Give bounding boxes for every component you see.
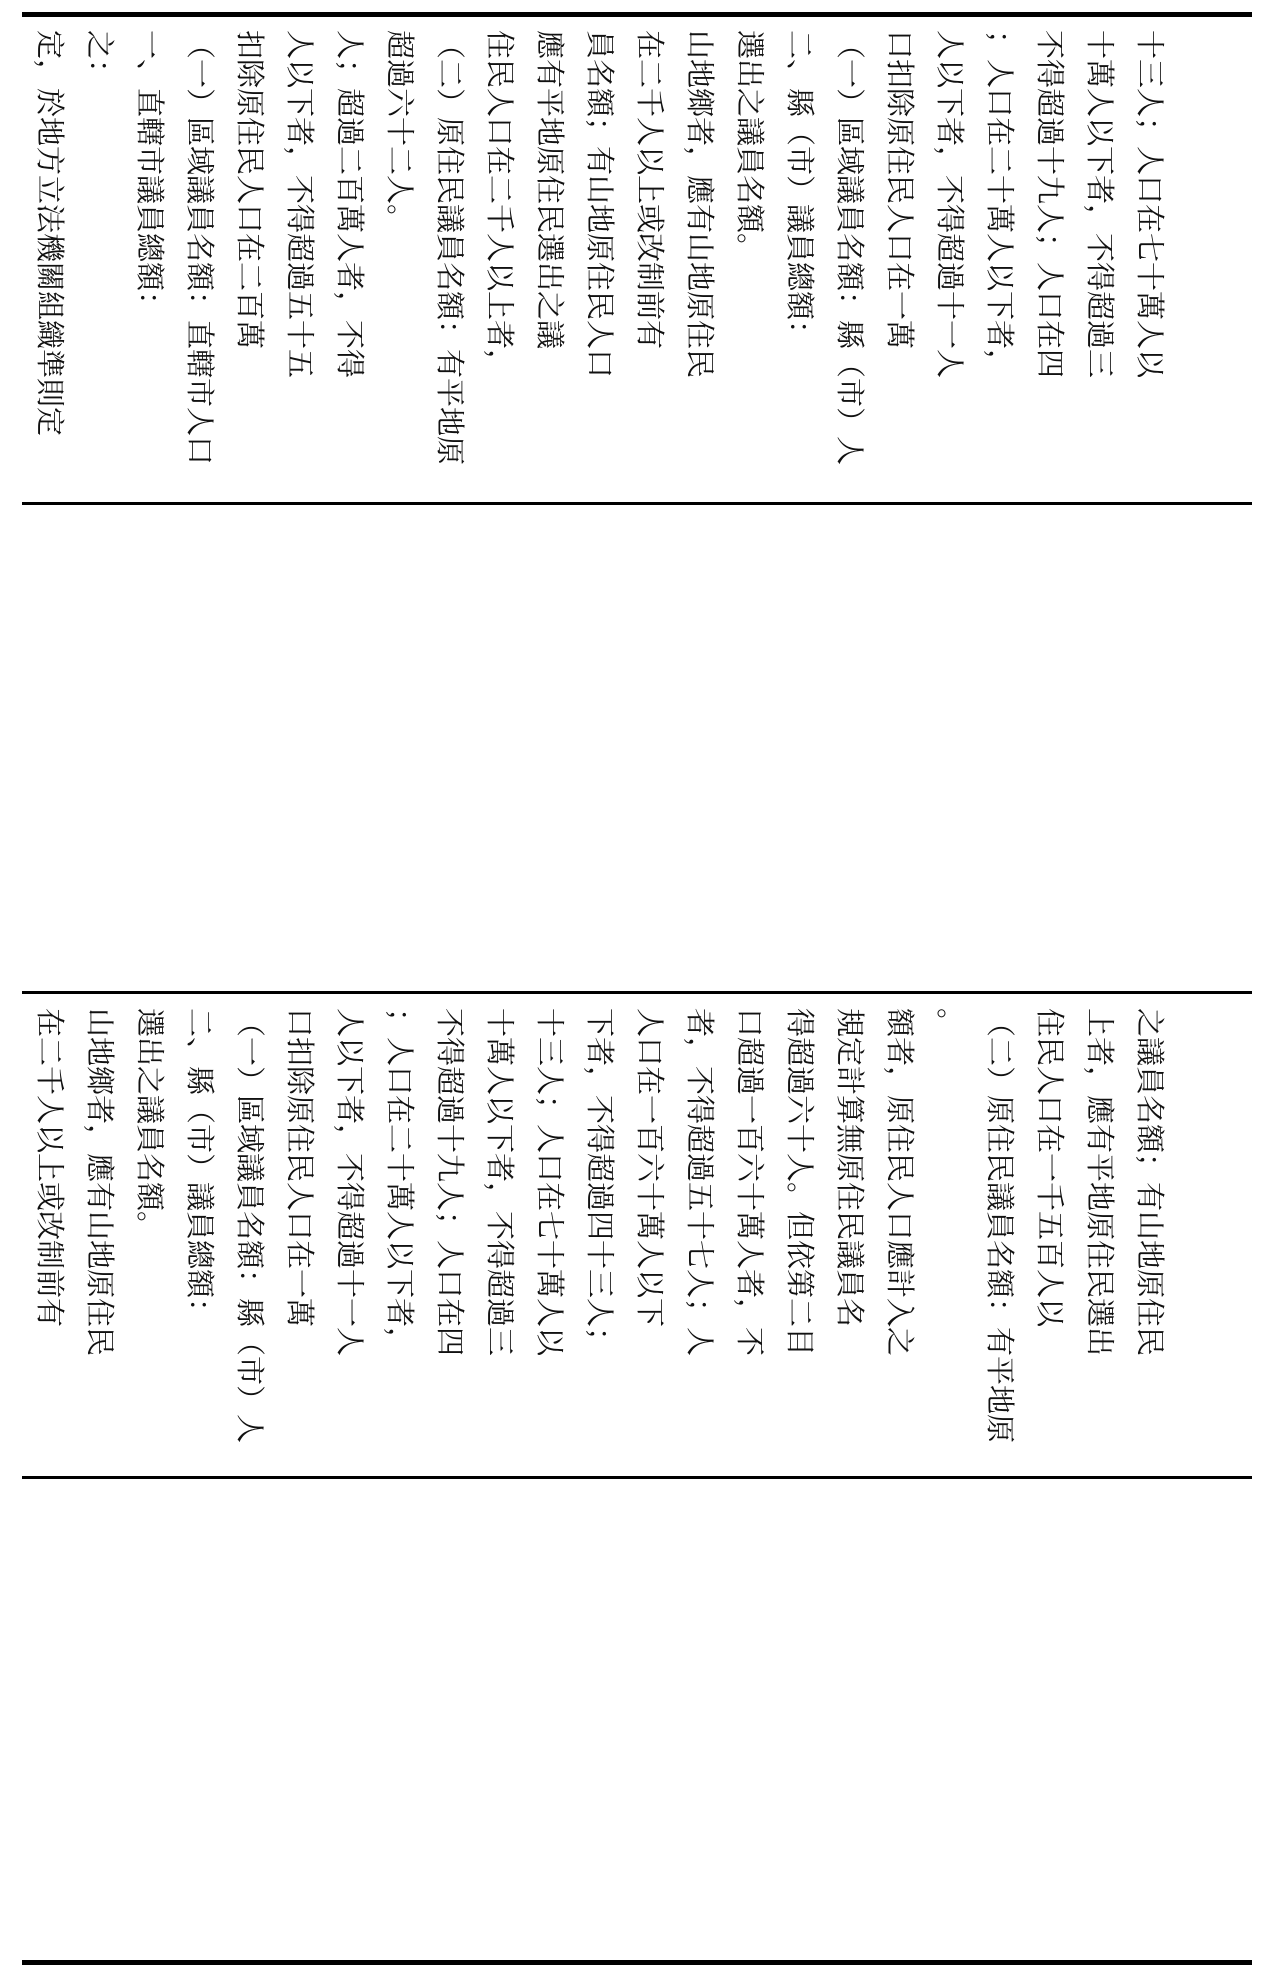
text-column: 選出之議員名額。: [133, 1008, 167, 1241]
text-column: 得超過六十人。但依第二目: [783, 1008, 817, 1357]
text-column: （一）區域議員名額：縣（市）人: [833, 30, 867, 466]
text-column: 人以下者，不得超過十一人: [333, 1008, 367, 1357]
text-column: 住民人口在一千五百人以: [1033, 1008, 1067, 1328]
text-column: 十三人；人口在七十萬人以: [533, 1008, 567, 1357]
text-column: 口超過一百六十萬人者，不: [733, 1008, 767, 1357]
text-column: 口扣除原住民人口在一萬: [283, 1008, 317, 1328]
text-column: 一、直轄市議員總額：: [133, 30, 167, 321]
text-column: 規定計算無原住民議員名: [833, 1008, 867, 1328]
text-column: 在二千人以上或改制前有: [33, 1008, 67, 1328]
text-column: 人以下者，不得超過五十五: [283, 30, 317, 379]
text-column: 不得超過十九人；人口在四: [433, 1008, 467, 1357]
text-column: （一）區域議員名額：直轄市人口: [183, 30, 217, 466]
text-column: 下者，不得超過四十三人；: [583, 1008, 617, 1357]
text-column: 十三人；人口在七十萬人以: [1133, 30, 1167, 379]
text-column: 扣除原住民人口在二百萬: [233, 30, 267, 350]
divider-rule: [22, 991, 1252, 994]
text-column: 住民人口在二千人以上者，: [483, 30, 517, 379]
text-column: 口扣除原住民人口在一萬: [883, 30, 917, 350]
text-column: 之：: [83, 30, 117, 89]
vertical-text-columns: [25, 30, 1250, 492]
text-column: 在二千人以上或改制前有: [633, 30, 667, 350]
text-panel-top: [25, 22, 1250, 500]
text-column: 定，於地方立法機關組織準則定: [33, 30, 67, 437]
text-column: 山地鄉者，應有山地原住民: [83, 1008, 117, 1357]
text-column: 選出之議員名額。: [733, 30, 767, 263]
text-column: 者，不得超過五十七人；人: [683, 1008, 717, 1357]
text-column: 人以下者，不得超過十一人: [933, 30, 967, 379]
divider-rule: [22, 1476, 1252, 1479]
text-column: （二）原住民議員名額：有平地原: [433, 30, 467, 466]
divider-rule: [22, 502, 1252, 505]
text-panel-bottom: [25, 1000, 1250, 1470]
bottom-border-rule: [22, 1960, 1252, 1965]
text-column: 應有平地原住民選出之議: [533, 30, 567, 350]
text-column: 員名額；有山地原住民人口: [583, 30, 617, 379]
text-column: ；人口在二十萬人以下者，: [383, 1008, 417, 1357]
text-column: 不得超過十九人；人口在四: [1033, 30, 1067, 379]
text-column: 十萬人以下者，不得超過三: [1083, 30, 1117, 379]
text-column: （二）原住民議員名額：有平地原: [983, 1008, 1017, 1444]
text-column: 額者，原住民人口應計入之: [883, 1008, 917, 1357]
text-column: （一）區域議員名額：縣（市）人: [233, 1008, 267, 1444]
text-column: 人；超過二百萬人者，不得: [333, 30, 367, 379]
text-column: 超過六十二人。: [383, 30, 417, 234]
top-border-rule: [22, 12, 1252, 17]
vertical-text-columns: [25, 1008, 1250, 1470]
text-column: 山地鄉者，應有山地原住民: [683, 30, 717, 379]
text-column: 十萬人以下者，不得超過三: [483, 1008, 517, 1357]
text-column: ；人口在二十萬人以下者，: [983, 30, 1017, 379]
text-column: 之議員名額；有山地原住民: [1133, 1008, 1167, 1357]
text-column: 二、縣（市）議員總額：: [783, 30, 817, 350]
text-column: 二、縣（市）議員總額：: [183, 1008, 217, 1328]
text-column: 人口在一百六十萬人以下: [633, 1008, 667, 1328]
text-column: 。: [933, 1008, 967, 1038]
text-column: 上者，應有平地原住民選出: [1083, 1008, 1117, 1357]
